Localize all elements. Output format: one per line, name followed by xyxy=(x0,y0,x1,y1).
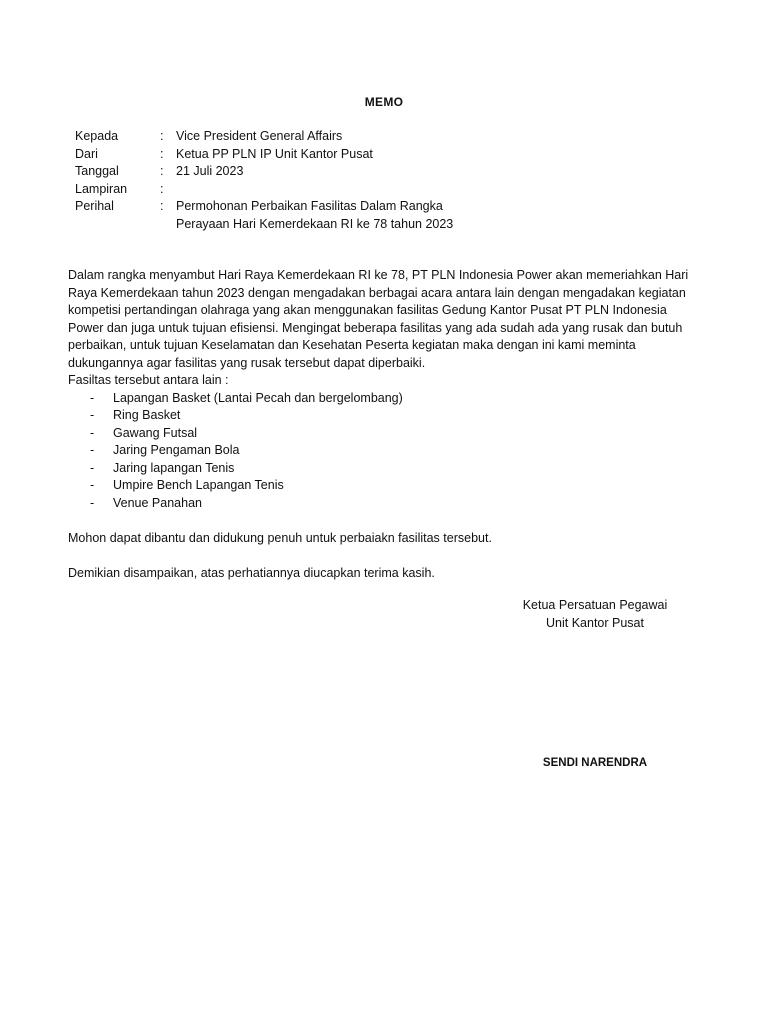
header-value xyxy=(176,198,535,233)
body-line: Power dan juga untuk tujuan efisiensi. Mengingat beberapa fasilitas yang ada sudah ada yang rusak dan butuh xyxy=(68,320,683,335)
list-item-text: Jaring Pengaman Bola xyxy=(113,443,240,457)
body-line: Raya Kemerdekaan tahun 2023 dengan mengadakan berbagai acara antara lain dengan mengadakan kegiatan xyxy=(68,285,686,300)
list-item xyxy=(68,460,700,478)
body-line: dukungannya agar fasilitas yang rusak tersebut dapat diperbaiki. xyxy=(68,355,426,370)
memo-header xyxy=(75,128,535,233)
header-row-perihal xyxy=(75,198,535,233)
header-value-line: Ketua PP PLN IP Unit Kantor Pusat xyxy=(176,146,373,161)
list-item-text: Jaring lapangan Tenis xyxy=(113,460,235,475)
list-item-text: Ring Basket xyxy=(113,408,181,422)
header-colon: : xyxy=(160,129,164,143)
signer-name: SENDI NARENDRA xyxy=(542,757,648,769)
body-line: Dalam rangka menyambut Hari Raya Kemerdekaan RI ke 78, PT PLN Indonesia Power akan memeriahkan Hari xyxy=(68,268,689,282)
header-value xyxy=(176,128,535,146)
facilities-intro: Fasiltas tersebut antara lain : xyxy=(68,373,229,387)
body-line: kompetisi pertandingan olahraga yang akan menggunakan fasilitas Gedung Kantor Pusat PT PLN Indonesia xyxy=(68,303,667,317)
closing-request: Mohon dapat dibantu dan didukung penuh untuk perbaiakn fasilitas tersebut. xyxy=(68,530,492,545)
list-bullet: - xyxy=(90,495,95,510)
spacer xyxy=(68,512,700,530)
spacer xyxy=(68,547,700,565)
header-value xyxy=(176,146,535,164)
list-bullet: - xyxy=(90,390,95,405)
header-row-tanggal xyxy=(75,163,535,181)
list-item xyxy=(68,390,700,408)
header-row-kepada xyxy=(75,128,535,146)
header-label: Kepada xyxy=(75,129,119,143)
header-label: Dari xyxy=(75,146,98,161)
list-item xyxy=(68,477,700,495)
list-item-text: Lapangan Basket (Lantai Pecah dan bergelombang) xyxy=(113,390,403,405)
list-item xyxy=(68,442,700,460)
list-item-text: Gawang Futsal xyxy=(113,425,198,440)
list-item xyxy=(68,495,700,513)
list-item xyxy=(68,407,700,425)
list-bullet: - xyxy=(90,425,95,440)
list-bullet: - xyxy=(90,443,95,457)
memo-title: MEMO xyxy=(364,95,404,109)
header-value xyxy=(176,163,535,181)
signature-block xyxy=(500,597,690,632)
list-bullet: - xyxy=(90,460,95,475)
memo-body xyxy=(68,267,700,582)
list-bullet: - xyxy=(90,408,95,422)
list-bullet: - xyxy=(90,478,95,492)
header-colon: : xyxy=(160,164,164,178)
header-value-line: 21 Juli 2023 xyxy=(176,164,244,178)
facility-list xyxy=(68,390,700,513)
header-colon: : xyxy=(160,181,164,196)
header-row-lampiran xyxy=(75,181,535,199)
header-value-line: Vice President General Affairs xyxy=(176,129,343,143)
header-label: Perihal xyxy=(75,199,114,213)
header-colon: : xyxy=(160,199,164,213)
list-item xyxy=(68,425,700,443)
signer-position-line1: Ketua Persatuan Pegawai xyxy=(522,598,668,612)
header-label: Tanggal xyxy=(75,164,119,178)
header-value-line: Permohonan Perbaikan Fasilitas Dalam Rangka xyxy=(176,199,443,213)
signer-position-line2: Unit Kantor Pusat xyxy=(546,615,644,630)
closing-thanks: Demikian disampaikan, atas perhatiannya diucapkan terima kasih. xyxy=(68,565,435,580)
header-label: Lampiran xyxy=(75,181,128,196)
header-value-line: Perayaan Hari Kemerdekaan RI ke 78 tahun 2023 xyxy=(176,216,454,231)
list-item-text: Venue Panahan xyxy=(113,495,202,510)
header-colon: : xyxy=(160,146,164,161)
header-row-dari xyxy=(75,146,535,164)
list-item-text: Umpire Bench Lapangan Tenis xyxy=(113,478,284,492)
body-line: perbaikan, untuk tujuan Keselamatan dan Kesehatan Peserta kegiatan maka dengan ini kami meminta xyxy=(68,338,636,352)
